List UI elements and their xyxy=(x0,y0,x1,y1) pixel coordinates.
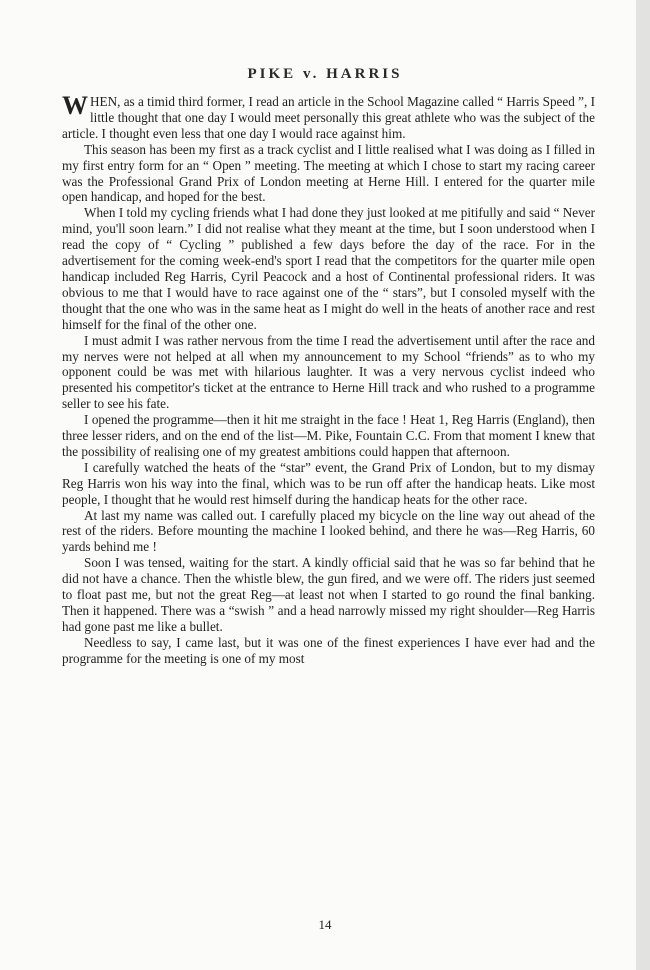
paragraph-1 xyxy=(62,91,595,142)
paragraph-6: I carefully watched the heats of the “star” event, the Grand Prix of London, but to my dismay Reg Harris won his way into the final, which was to be run off after the handicap heats. Like most people, I thought that he would rest himself during the handicap heats for the other race. xyxy=(62,459,595,507)
paragraph-9: Needless to say, I came last, but it was one of the finest experiences I have ever had and the programme for the meeting is one of my most xyxy=(62,634,595,666)
paragraph-4: I must admit I was rather nervous from the time I read the advertisement until after the race and my nerves were not helped at all when my announcement to my School “friends” as to who my opponent could be was met with hilarious laughter. It was a very nervous cyclist indeed who presented his competitor's ticket at the entrance to Herne Hill track and who rushed to a programme seller to see his fate. xyxy=(62,332,595,412)
paragraph-1-text: HEN, as a timid third former, I read an article in the School Magazine called “ Harris Speed ”, I little thought that one day I would meet personally this great athlete who was the subject of the article. I thought even less that one day I would race against him. xyxy=(62,94,595,141)
paragraph-5: I opened the programme—then it hit me straight in the face ! Heat 1, Reg Harris (England), then three lesser riders, and on the end of the list—M. Pike, Fountain C.C. From that moment I knew that the possibility of realising one of my greatest ambitions could happen that afternoon. xyxy=(62,412,595,459)
page-number: 14 xyxy=(318,917,332,932)
paragraph-7: At last my name was called out. I carefully placed my bicycle on the line way out ahead of the rest of the riders. Before mounting the machine I looked behind, and there he was—Reg Harris, 60 yards behind me ! xyxy=(62,507,595,555)
paragraph-8: Soon I was tensed, waiting for the start. A kindly official said that he was so far behind that he did not have a chance. Then the whistle blew, the gun fired, and we were off. The riders just seemed to float past me, but not the great Reg—at least not when I started to go round the final banking. Then it happened. There was a “swish ” and a head narrowly missed my right shoulder—Reg Harris had gone past me like a bullet. xyxy=(62,555,595,634)
paragraph-3: When I told my cycling friends what I had done they just looked at me pitifully and said “ Never mind, you'll soon learn.” I did not realise what they meant at the time, but I soon understood when I read the copy of “ Cycling ” published a few days before the day of the race. For in the advertisement for the coming week-end's sport I read that the competitors for the quarter mile open handicap included Reg Harris, Cyril Peacock and a host of Continental professional riders. It was obvious to me that I would have to race against one of the “ stars”, but I consoled myself with the thought that the one who was in the same heat as I might do well in the heats of another race and rest himself for the final of the other one. xyxy=(62,205,595,332)
page-edge-shadow xyxy=(636,0,650,970)
article-body xyxy=(62,91,595,667)
drop-cap: W xyxy=(62,91,88,120)
article-title: PIKE v. HARRIS xyxy=(247,66,403,82)
paragraph-2: This season has been my first as a track cyclist and I little realised what I was doing as I filled in my first entry form for an “ Open ” meeting. The meeting at which I chose to start my racing career was the Professional Grand Prix of London meeting at Herne Hill. I entered for the quarter mile open handicap, and hoped for the best. xyxy=(62,141,595,205)
